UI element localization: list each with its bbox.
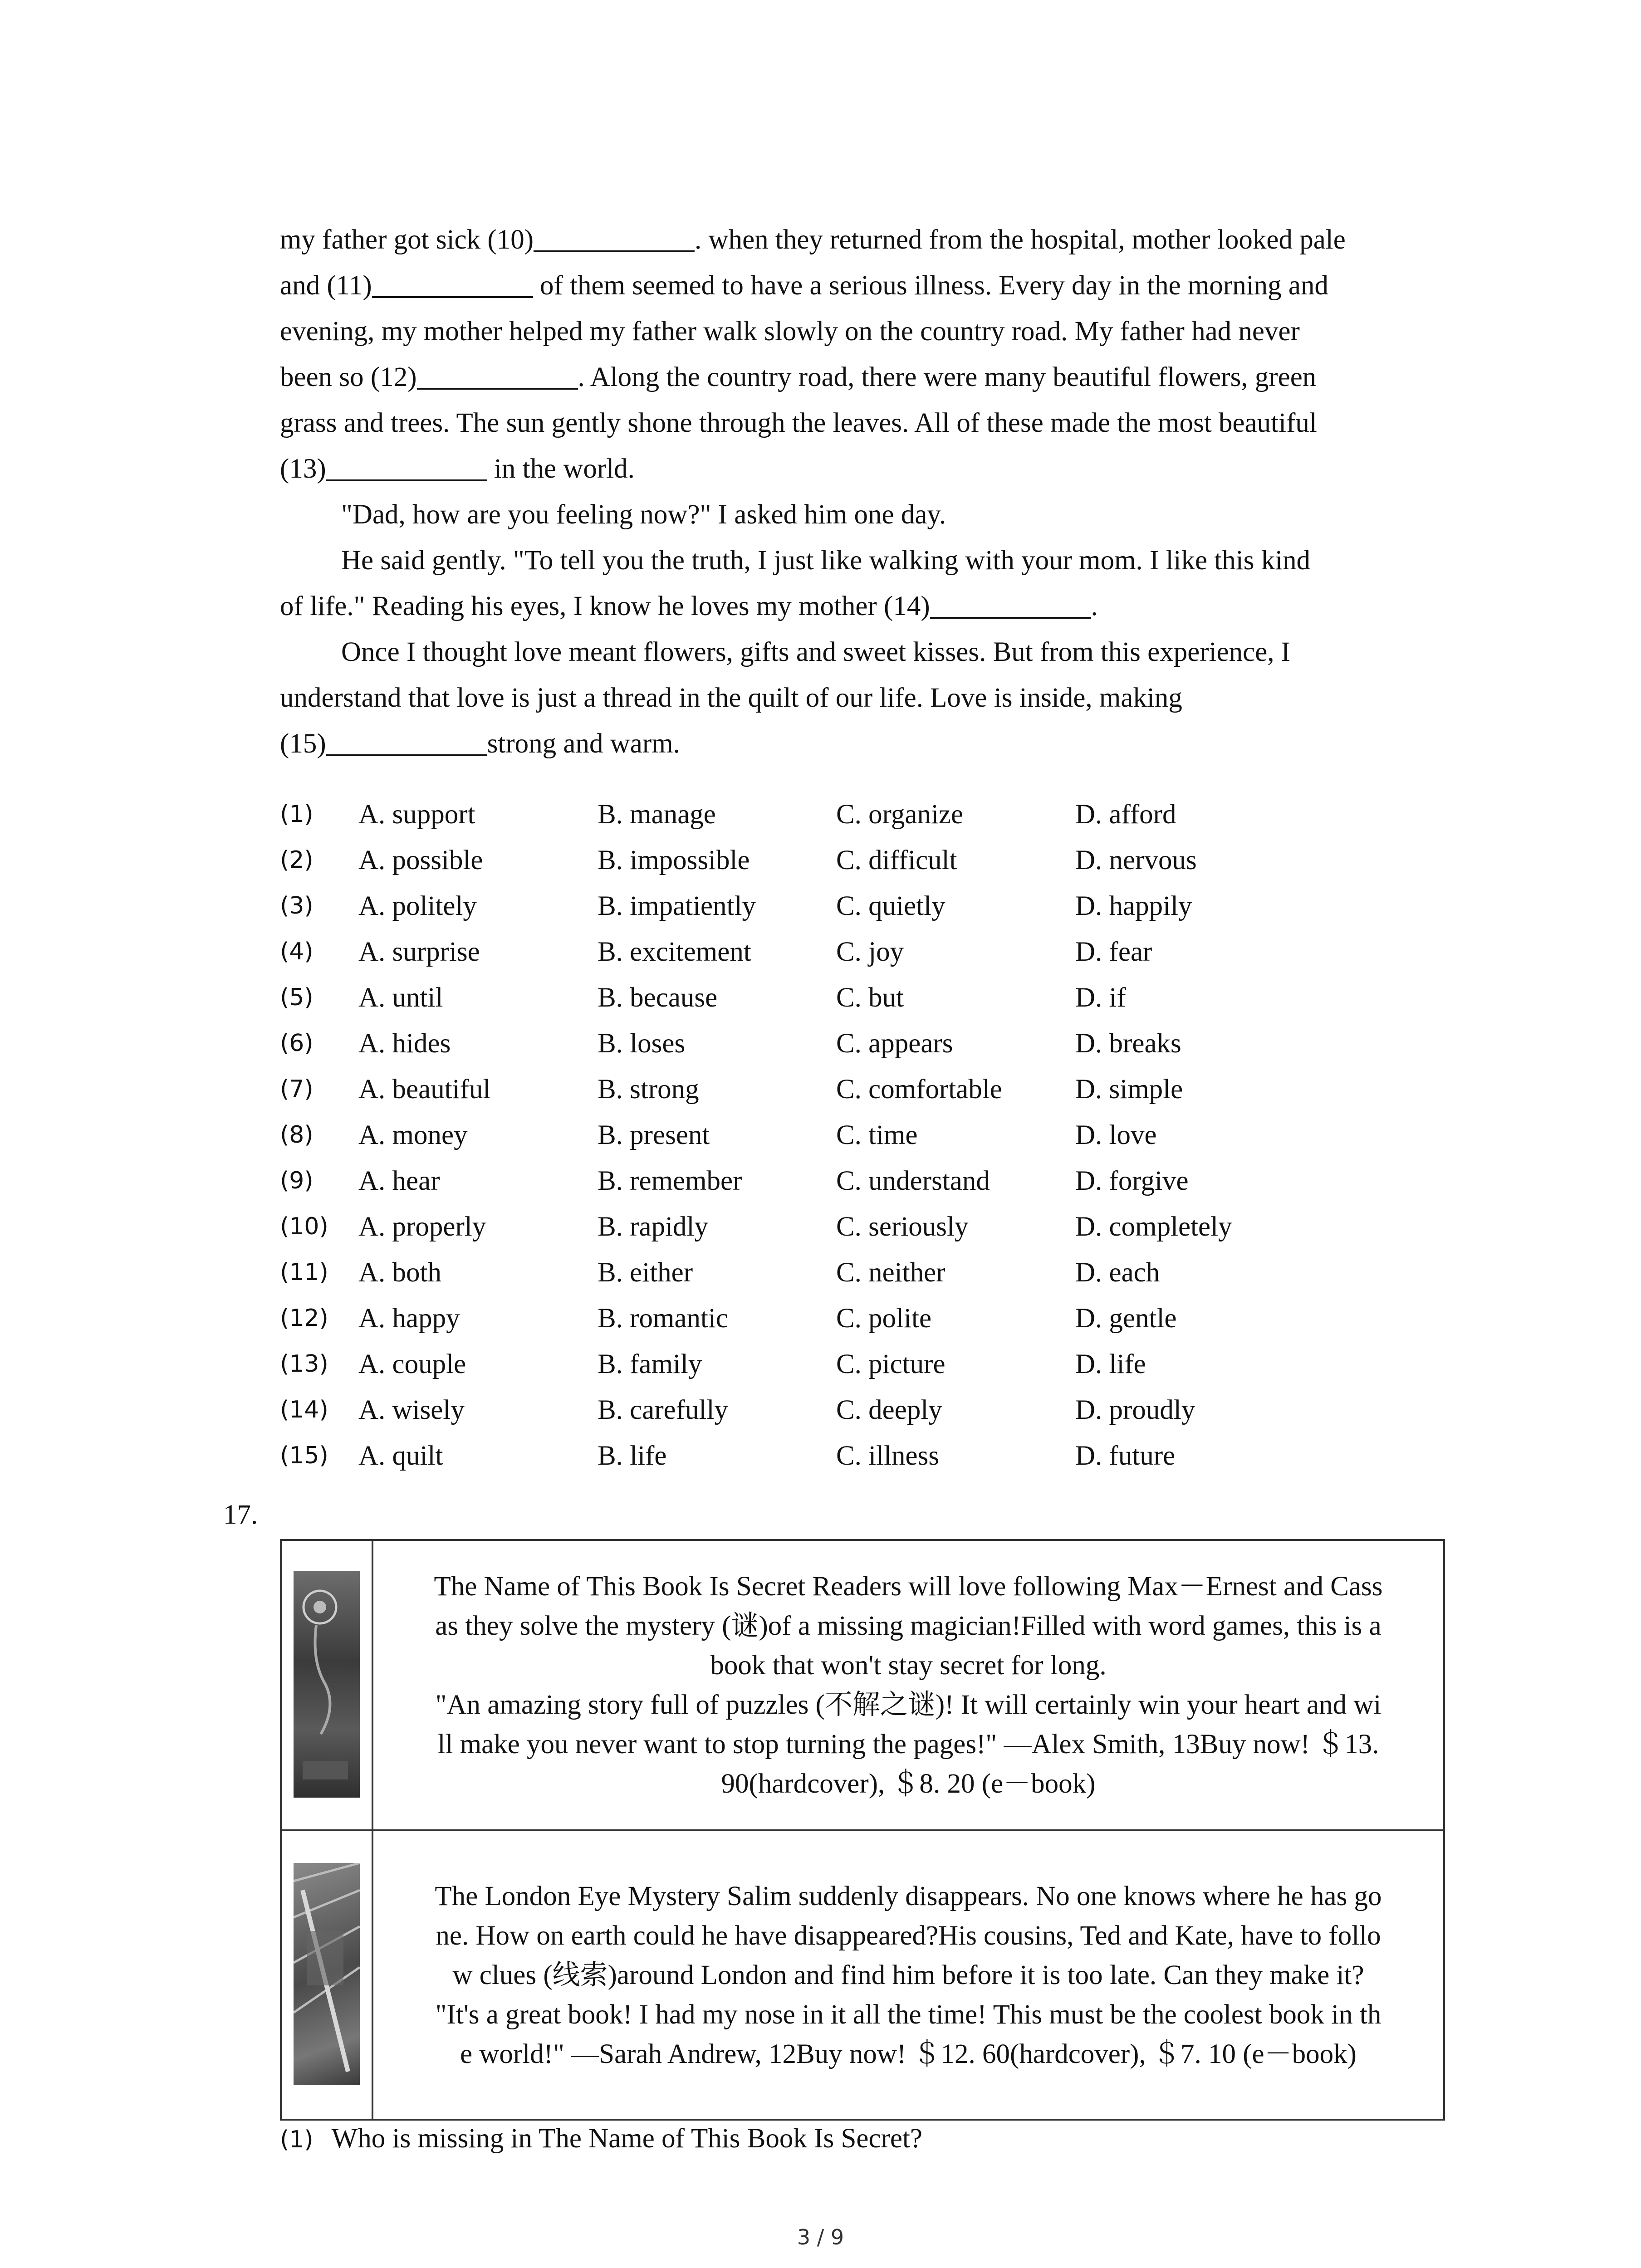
option-choice-d[interactable]: D. love: [1075, 1120, 1157, 1150]
passage-line: [280, 492, 1455, 538]
book-description-line: ne. How on earth could he have disappeared?His cousins, Ted and Kate, have to follo: [436, 1920, 1381, 1951]
book-description-line: "An amazing story full of puzzles (不解之谜)! It will certainly win your heart and wi: [435, 1690, 1381, 1720]
option-choice-a[interactable]: A. support: [358, 799, 475, 830]
option-row: [280, 837, 1455, 883]
passage-text: "Dad, how are you feeling now?" I asked him one day.: [341, 499, 946, 530]
passage-text: and (11): [280, 270, 372, 301]
option-choice-b[interactable]: B. because: [598, 982, 718, 1013]
option-choice-a[interactable]: A. hear: [358, 1166, 440, 1196]
passage-text: understand that love is just a thread in the quilt of our life. Love is inside, making: [280, 683, 1182, 713]
option-row: [280, 1341, 1455, 1387]
passage-line: [280, 354, 1455, 400]
book-description-line: e world!" —Sarah Andrew, 12Buy now! ＄12. 60(hardcover), ＄7. 10 (e－book): [460, 2038, 1357, 2069]
option-row: [280, 1433, 1455, 1479]
answer-blank[interactable]: [534, 219, 695, 252]
option-choice-d[interactable]: D. completely: [1075, 1212, 1232, 1242]
option-number: (9): [280, 1167, 314, 1194]
option-number: (4): [280, 938, 314, 965]
passage-line: [280, 675, 1455, 721]
option-choice-c[interactable]: C. illness: [836, 1441, 940, 1471]
passage-text: been so (12): [280, 362, 417, 392]
option-choice-c[interactable]: C. organize: [836, 799, 964, 830]
answer-blank[interactable]: [417, 356, 578, 390]
option-choice-b[interactable]: B. carefully: [598, 1395, 728, 1425]
option-choice-a[interactable]: A. happy: [358, 1303, 460, 1334]
option-choice-d[interactable]: D. happily: [1075, 891, 1192, 921]
book-row: [281, 1540, 1444, 1830]
option-choice-c[interactable]: C. neither: [836, 1257, 945, 1288]
option-number: (7): [280, 1075, 314, 1103]
book-description-line: book that won't stay secret for long.: [710, 1650, 1107, 1681]
book-description-line: The Name of This Book Is Secret Readers will love following Max－Ernest and Cass: [434, 1571, 1383, 1602]
option-choice-d[interactable]: D. breaks: [1075, 1028, 1181, 1059]
option-choice-d[interactable]: D. afford: [1075, 799, 1176, 830]
option-number: (15): [280, 1442, 328, 1469]
passage-text: my father got sick (10): [280, 225, 534, 255]
option-choice-a[interactable]: A. surprise: [358, 937, 480, 967]
cloze-options: [280, 792, 1455, 1479]
page-number: 3 / 9: [797, 2225, 844, 2249]
option-choice-a[interactable]: A. hides: [358, 1028, 451, 1059]
option-choice-d[interactable]: D. gentle: [1075, 1303, 1177, 1334]
option-row: [280, 1021, 1455, 1066]
option-number: (10): [280, 1213, 328, 1240]
answer-blank[interactable]: [326, 448, 487, 481]
option-choice-c[interactable]: C. seriously: [836, 1212, 969, 1242]
option-choice-b[interactable]: B. life: [598, 1441, 667, 1471]
option-choice-b[interactable]: B. family: [598, 1349, 702, 1379]
passage-text: grass and trees. The sun gently shone through the leaves. All of these made the most beautiful: [280, 408, 1317, 438]
option-choice-c[interactable]: C. time: [836, 1120, 918, 1150]
option-choice-b[interactable]: B. either: [598, 1257, 693, 1288]
option-row: [280, 792, 1455, 837]
book-description-line: ll make you never want to stop turning the pages!" —Alex Smith, 13Buy now! ＄13.: [437, 1729, 1379, 1760]
book-description: [372, 1540, 1444, 1830]
option-choice-b[interactable]: B. strong: [598, 1074, 699, 1105]
option-choice-b[interactable]: B. present: [598, 1120, 710, 1150]
book-description-line: The London Eye Mystery Salim suddenly disappears. No one knows where he has go: [435, 1881, 1382, 1911]
passage-line: [280, 721, 1455, 767]
option-choice-d[interactable]: D. fear: [1075, 937, 1152, 967]
option-row: [280, 929, 1455, 975]
option-row: [280, 1295, 1455, 1341]
passage-text: .: [1091, 591, 1098, 621]
option-row: [280, 1066, 1455, 1112]
book-cover-image: [294, 1863, 360, 2085]
option-choice-a[interactable]: A. both: [358, 1257, 441, 1288]
option-choice-d[interactable]: D. simple: [1075, 1074, 1183, 1105]
sub-question-number: (1): [280, 2126, 314, 2153]
passage-text: . Along the country road, there were many beautiful flowers, green: [578, 362, 1317, 392]
passage-text: (15): [280, 728, 326, 759]
book-description-line: "It's a great book! I had my nose in it all the time! This must be the coolest book in th: [435, 1999, 1381, 2030]
option-row: [280, 1250, 1455, 1295]
option-choice-c[interactable]: C. understand: [836, 1166, 990, 1196]
option-number: (12): [280, 1305, 328, 1332]
option-choice-c[interactable]: C. picture: [836, 1349, 945, 1379]
option-choice-d[interactable]: D. forgive: [1075, 1166, 1189, 1196]
book-description-line: w clues (线索)around London and find him before it is too late. Can they make it?: [452, 1960, 1364, 1990]
book-cover-cell: [281, 1830, 372, 2120]
option-choice-c[interactable]: C. comfortable: [836, 1074, 1002, 1105]
option-choice-d[interactable]: D. proudly: [1075, 1395, 1195, 1425]
option-choice-c[interactable]: C. deeply: [836, 1395, 942, 1425]
option-row: [280, 883, 1455, 929]
option-choice-a[interactable]: A. wisely: [358, 1395, 465, 1425]
option-choice-b[interactable]: B. manage: [598, 799, 716, 830]
question-number: 17.: [223, 1500, 258, 1530]
sub-question: [280, 2123, 922, 2155]
option-choice-a[interactable]: A. politely: [358, 891, 477, 921]
passage-text: of them seemed to have a serious illness. Every day in the morning and: [533, 270, 1329, 301]
passage-line: [280, 583, 1455, 629]
sub-question-text: Who is missing in The Name of This Book Is Secret?: [331, 2123, 922, 2154]
option-number: (5): [280, 984, 314, 1011]
option-choice-c[interactable]: C. joy: [836, 937, 904, 967]
option-choice-b[interactable]: B. rapidly: [598, 1212, 708, 1242]
option-choice-a[interactable]: A. properly: [358, 1212, 486, 1242]
passage-text: of life." Reading his eyes, I know he loves my mother (14): [280, 591, 930, 621]
passage-text: He said gently. "To tell you the truth, I just like walking with your mom. I like this kind: [341, 545, 1311, 576]
option-row: [280, 1204, 1455, 1250]
option-choice-a[interactable]: A. couple: [358, 1349, 466, 1379]
option-choice-c[interactable]: C. polite: [836, 1303, 932, 1334]
option-choice-a[interactable]: A. money: [358, 1120, 468, 1150]
option-choice-b[interactable]: B. excitement: [598, 937, 751, 967]
cloze-passage: [280, 217, 1455, 767]
passage-line: [280, 629, 1455, 675]
option-choice-c[interactable]: C. appears: [836, 1028, 953, 1059]
book-table: [280, 1539, 1445, 2121]
passage-text: evening, my mother helped my father walk slowly on the country road. My father had never: [280, 316, 1300, 347]
book-row: [281, 1830, 1444, 2120]
book-cover-cell: [281, 1540, 372, 1830]
option-number: (8): [280, 1121, 314, 1149]
book-description-line: as they solve the mystery (谜)of a missing magician!Filled with word games, this is a: [435, 1611, 1381, 1641]
option-number: (11): [280, 1259, 328, 1286]
book-description-line: 90(hardcover), ＄8. 20 (e－book): [721, 1769, 1096, 1799]
passage-line: [280, 308, 1455, 354]
option-number: (6): [280, 1030, 314, 1057]
option-choice-c[interactable]: C. but: [836, 982, 904, 1013]
option-number: (1): [280, 801, 314, 828]
passage-text: strong and warm.: [487, 728, 680, 759]
option-choice-a[interactable]: A. possible: [358, 845, 483, 875]
book-cover-image: [294, 1571, 360, 1798]
passage-line: [280, 217, 1455, 263]
option-choice-c[interactable]: C. quietly: [836, 891, 945, 921]
option-choice-b[interactable]: B. impatiently: [598, 891, 756, 921]
passage-text: Once I thought love meant flowers, gifts and sweet kisses. But from this experience, I: [341, 637, 1291, 667]
option-number: (3): [280, 892, 314, 919]
option-choice-a[interactable]: A. until: [358, 982, 443, 1013]
passage-text: (13): [280, 454, 326, 484]
option-row: [280, 975, 1455, 1021]
option-number: (14): [280, 1396, 328, 1423]
option-row: [280, 1158, 1455, 1204]
passage-text: in the world.: [487, 454, 635, 484]
book-description: [372, 1830, 1444, 2120]
passage-line: [280, 538, 1455, 583]
passage-line: [280, 263, 1455, 308]
option-choice-a[interactable]: A. beautiful: [358, 1074, 491, 1105]
option-choice-b[interactable]: B. remember: [598, 1166, 742, 1196]
answer-blank[interactable]: [930, 585, 1091, 619]
option-row: [280, 1387, 1455, 1433]
option-choice-d[interactable]: D. each: [1075, 1257, 1160, 1288]
option-number: (2): [280, 846, 314, 874]
option-choice-c[interactable]: C. difficult: [836, 845, 957, 875]
passage-line: [280, 400, 1455, 446]
option-choice-d[interactable]: D. future: [1075, 1441, 1176, 1471]
answer-blank[interactable]: [372, 264, 533, 298]
passage-line: [280, 446, 1455, 492]
option-choice-d[interactable]: D. if: [1075, 982, 1126, 1013]
option-choice-b[interactable]: B. loses: [598, 1028, 686, 1059]
option-choice-d[interactable]: D. nervous: [1075, 845, 1197, 875]
option-number: (13): [280, 1350, 328, 1378]
option-choice-b[interactable]: B. impossible: [598, 845, 750, 875]
passage-text: . when they returned from the hospital, mother looked pale: [695, 225, 1346, 255]
option-choice-a[interactable]: A. quilt: [358, 1441, 443, 1471]
option-choice-d[interactable]: D. life: [1075, 1349, 1146, 1379]
option-row: [280, 1112, 1455, 1158]
option-choice-b[interactable]: B. romantic: [598, 1303, 728, 1334]
answer-blank[interactable]: [326, 723, 487, 756]
